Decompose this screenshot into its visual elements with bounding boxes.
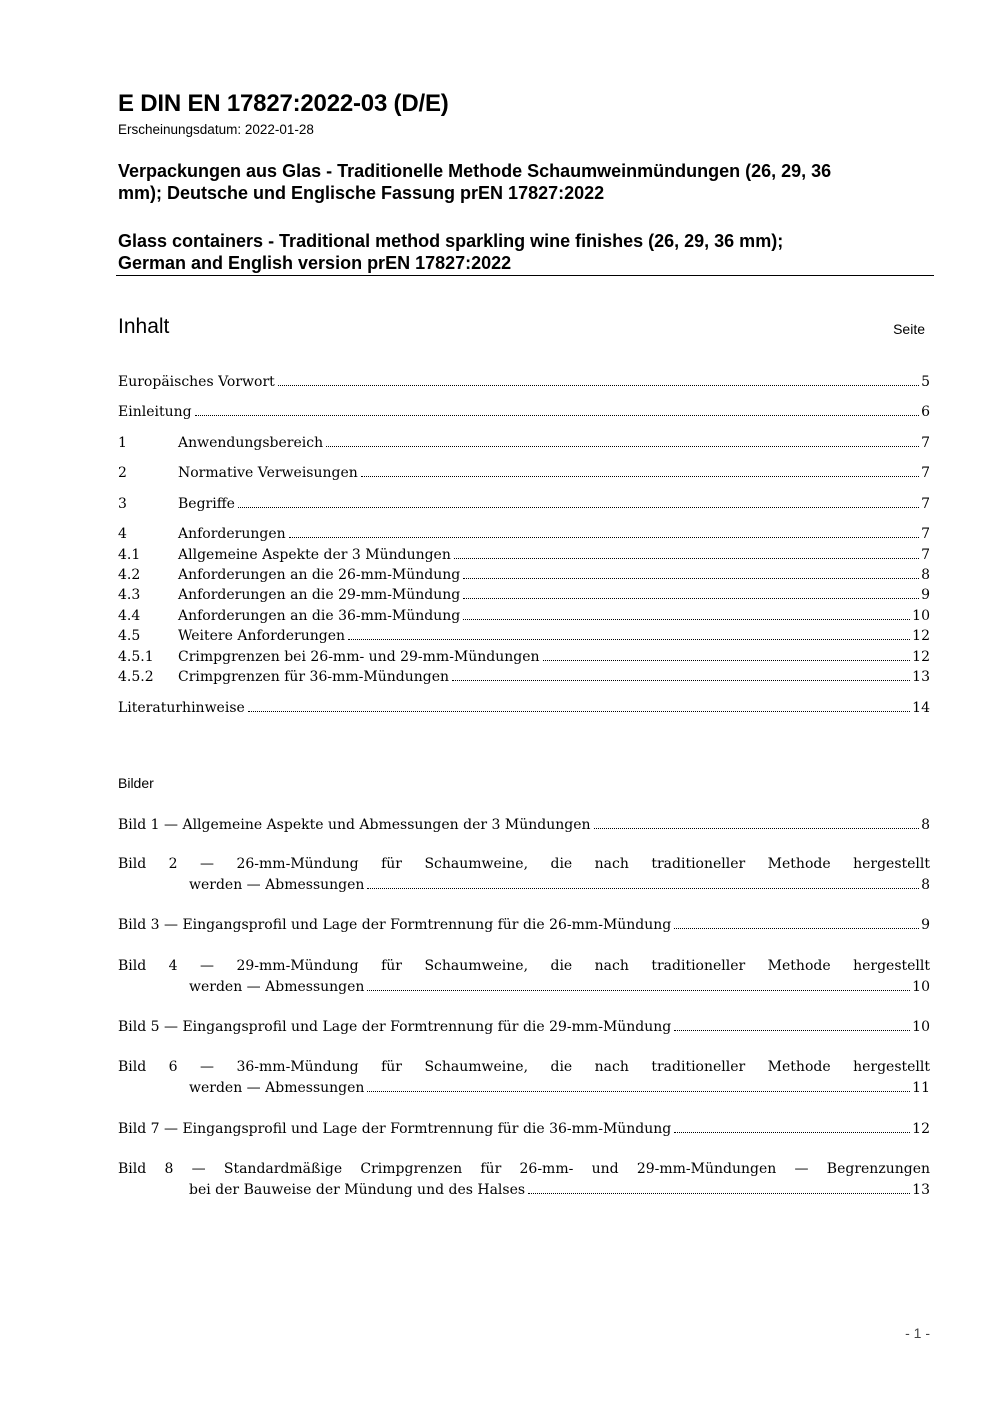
dot-leader <box>367 888 919 889</box>
toc-entry-page: 7 <box>921 496 930 512</box>
toc-entry-4-5-2[interactable] <box>118 667 930 687</box>
toc-entry-label: Anforderungen an die 26-mm-Mündung <box>178 567 461 583</box>
dot-leader <box>278 385 919 386</box>
figures-heading: Bilder <box>118 775 154 791</box>
document-id: E DIN EN 17827:2022-03 (D/E) <box>118 90 449 117</box>
toc-entry-number: 4.4 <box>118 608 141 624</box>
dot-leader <box>326 446 919 447</box>
toc-entry-4-2[interactable] <box>118 565 930 585</box>
dot-leader <box>289 537 919 538</box>
toc-entry-4-3[interactable] <box>118 585 930 605</box>
figure-entry-continuation: werden — Abmessungen <box>189 877 365 893</box>
toc-entry-page: 14 <box>912 700 930 716</box>
toc-entry-number: 4.3 <box>118 587 141 603</box>
figure-entry-page: 11 <box>912 1080 930 1096</box>
toc-entry-page: 7 <box>921 547 930 563</box>
toc-entry-label: Weitere Anforderungen <box>178 628 346 644</box>
toc-entry-page: 7 <box>921 435 930 451</box>
toc-entry-page: 10 <box>912 608 930 624</box>
toc-entry-page: 13 <box>912 669 930 685</box>
toc-entry-number: 2 <box>118 465 127 481</box>
dot-leader <box>367 1091 910 1092</box>
page-number: - 1 - <box>905 1325 930 1341</box>
toc-entry-number: 4.5.1 <box>118 649 154 665</box>
figure-entry-8[interactable] <box>118 1159 930 1201</box>
title-english-line-1: Glass containers - Traditional method sparkling wine finishes (26, 29, 36 mm); <box>118 231 784 251</box>
dot-leader <box>463 619 910 620</box>
toc-entry-page: 7 <box>921 526 930 542</box>
toc-entry-label: Literaturhinweise <box>118 700 245 716</box>
figure-entry-page: 8 <box>921 877 930 893</box>
figure-entry-label: Bild 1 — Allgemeine Aspekte und Abmessungen der 3 Mündungen <box>118 817 591 833</box>
dot-leader <box>454 558 919 559</box>
dot-leader <box>594 828 920 829</box>
toc-entry-4-5-1[interactable] <box>118 647 930 667</box>
figure-entry-6[interactable] <box>118 1057 930 1099</box>
dot-leader <box>463 578 919 579</box>
figure-entry-page: 9 <box>921 917 930 933</box>
figure-entry-4[interactable] <box>118 956 930 998</box>
toc-entry-label: Anforderungen an die 29-mm-Mündung <box>178 587 461 603</box>
toc-heading: Inhalt <box>118 315 170 338</box>
title-english-line-2: German and English version prEN 17827:2022 <box>118 253 512 273</box>
dot-leader <box>452 680 910 681</box>
toc-entry-label: Normative Verweisungen <box>178 465 358 481</box>
toc-entry-number: 4.1 <box>118 547 141 563</box>
toc-entry-vorwort[interactable] <box>118 372 930 392</box>
toc-entry-literatur[interactable] <box>118 698 930 718</box>
toc-entry-4-5[interactable] <box>118 626 930 646</box>
dot-leader <box>361 476 919 477</box>
figure-entry-page: 13 <box>912 1182 930 1198</box>
dot-leader <box>674 928 919 929</box>
toc-entry-4[interactable] <box>118 524 930 544</box>
toc-entry-3[interactable] <box>118 494 930 514</box>
figure-entry-page: 12 <box>912 1121 930 1137</box>
toc-entry-label: Europäisches Vorwort <box>118 374 275 390</box>
toc-entry-einleitung[interactable] <box>118 402 930 422</box>
toc-entry-page: 12 <box>912 628 930 644</box>
toc-entry-page: 5 <box>921 374 930 390</box>
toc-entry-1[interactable] <box>118 433 930 453</box>
figure-entry-3[interactable] <box>118 915 930 936</box>
dot-leader <box>348 639 910 640</box>
toc-entry-page: 9 <box>921 587 930 603</box>
figure-entry-label: Bild 5 — Eingangsprofil und Lage der Formtrennung für die 29-mm-Mündung <box>118 1019 672 1035</box>
toc-entry-page: 7 <box>921 465 930 481</box>
figure-entry-1[interactable] <box>118 815 930 836</box>
toc-entry-number: 4.2 <box>118 567 141 583</box>
figure-entry-label: Bild 3 — Eingangsprofil und Lage der Formtrennung für die 26-mm-Mündung <box>118 917 672 933</box>
toc-page-label: Seite <box>893 321 925 337</box>
figure-entry-continuation: werden — Abmessungen <box>189 979 365 995</box>
dot-leader <box>367 990 910 991</box>
toc-entry-label: Anwendungsbereich <box>178 435 324 451</box>
toc-entry-number: 4.5.2 <box>118 669 154 685</box>
toc-entry-page: 8 <box>921 567 930 583</box>
toc-entry-4-1[interactable] <box>118 545 930 565</box>
figure-entry-page: 8 <box>921 817 930 833</box>
figure-entry-page: 10 <box>912 1019 930 1035</box>
toc-entry-number: 4.5 <box>118 628 141 644</box>
figure-entry-continuation: werden — Abmessungen <box>189 1080 365 1096</box>
figure-entry-7[interactable] <box>118 1119 930 1140</box>
figure-entry-label: Bild 6 — 36-mm-Mündung für Schaumweine, die nach traditioneller Methode hergestellt <box>118 1059 930 1075</box>
figure-entry-2[interactable] <box>118 854 930 896</box>
title-german-line-1: Verpackungen aus Glas - Traditionelle Methode Schaumweinmündungen (26, 29, 36 <box>118 161 832 181</box>
dot-leader <box>674 1030 910 1031</box>
dot-leader <box>195 415 920 416</box>
toc-entry-page: 6 <box>921 404 930 420</box>
figure-entry-page: 10 <box>912 979 930 995</box>
figure-entry-continuation: bei der Bauweise der Mündung und des Halses <box>189 1182 526 1198</box>
dot-leader <box>463 598 919 599</box>
title-english <box>118 230 928 274</box>
toc-entry-number: 3 <box>118 496 127 512</box>
dot-leader <box>543 660 911 661</box>
figure-entry-label: Bild 4 — 29-mm-Mündung für Schaumweine, die nach traditioneller Methode hergestellt <box>118 958 930 974</box>
figure-entry-5[interactable] <box>118 1017 930 1038</box>
toc-entry-page: 12 <box>912 649 930 665</box>
toc-entry-label: Crimpgrenzen für 36-mm-Mündungen <box>178 669 449 685</box>
toc-entry-label: Crimpgrenzen bei 26-mm- und 29-mm-Mündungen <box>178 649 540 665</box>
dot-leader <box>238 507 919 508</box>
figure-entry-label: Bild 7 — Eingangsprofil und Lage der Formtrennung für die 36-mm-Mündung <box>118 1121 672 1137</box>
title-german <box>118 160 928 204</box>
toc-entry-label: Anforderungen <box>178 526 286 542</box>
dot-leader <box>248 711 910 712</box>
figure-entry-label: Bild 8 — Standardmäßige Crimpgrenzen für 26-mm- und 29-mm-Mündungen — Begrenzungen <box>118 1161 930 1177</box>
publication-date: Erscheinungsdatum: 2022-01-28 <box>118 122 314 137</box>
toc-entry-label: Anforderungen an die 36-mm-Mündung <box>178 608 461 624</box>
toc-entry-label: Allgemeine Aspekte der 3 Mündungen <box>178 547 451 563</box>
toc-entry-number: 1 <box>118 435 127 451</box>
toc-entry-number: 4 <box>118 526 127 542</box>
toc-entry-2[interactable] <box>118 463 930 483</box>
toc-entry-4-4[interactable] <box>118 606 930 626</box>
dot-leader <box>528 1193 910 1194</box>
dot-leader <box>674 1132 910 1133</box>
toc-entry-label: Einleitung <box>118 404 192 420</box>
title-german-line-2: mm); Deutsche und Englische Fassung prEN 17827:2022 <box>118 183 605 203</box>
header-divider <box>116 275 934 276</box>
toc-entry-label: Begriffe <box>178 496 235 512</box>
figure-entry-label: Bild 2 — 26-mm-Mündung für Schaumweine, die nach traditioneller Methode hergestellt <box>118 856 930 872</box>
